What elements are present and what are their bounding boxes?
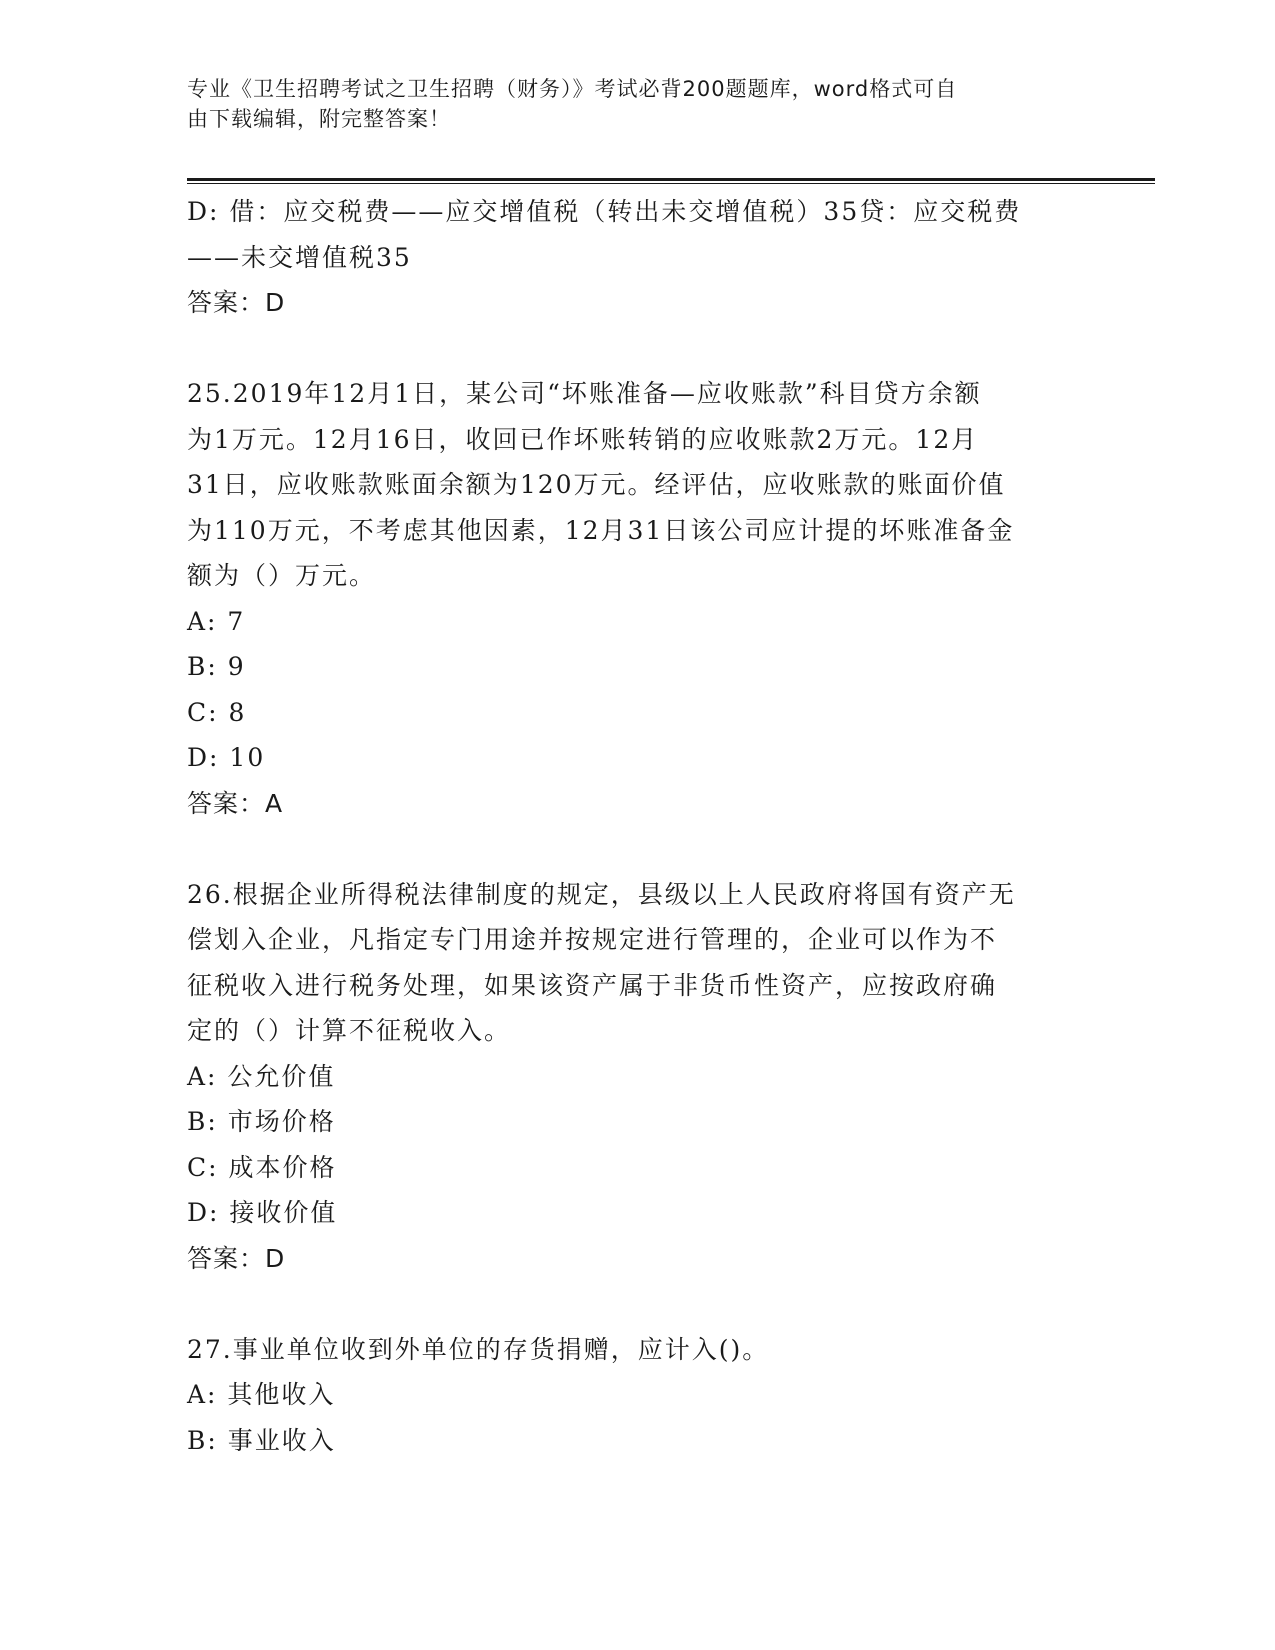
question-stem-line: 为110万元，不考虑其他因素，12月31日该公司应计提的坏账准备金 — [187, 515, 1015, 545]
option-b: B: 事业收入 — [187, 1425, 336, 1455]
spacer — [187, 326, 1087, 372]
option-a: A: 7 — [187, 606, 246, 636]
question-27 — [187, 1327, 1087, 1464]
document-header — [187, 74, 1067, 134]
option-d-line-1: D: 借：应交税费——应交增值税（转出未交增值税）35贷：应交税费 — [187, 197, 1022, 226]
option-d: D: 接收价值 — [187, 1198, 338, 1227]
question-stem-line: 25.2019年12月1日，某公司“坏账准备—应收账款”科目贷方余额 — [187, 379, 982, 408]
option-a: A: 其他收入 — [187, 1380, 336, 1409]
question-25 — [187, 371, 1087, 826]
question-stem-line: 额为（）万元。 — [187, 561, 377, 590]
spacer — [187, 1281, 1087, 1327]
answer-label: 答案：D — [187, 288, 286, 317]
answer-label: 答案：A — [187, 788, 284, 818]
header-divider-thick — [187, 178, 1155, 181]
answer-label: 答案：D — [187, 1243, 286, 1273]
question-stem-line: 偿划入企业，凡指定专门用途并按规定进行管理的，企业可以作为不 — [187, 925, 998, 954]
question-stem-line: 26.根据企业所得税法律制度的规定，县级以上人民政府将国有资产无 — [187, 879, 1016, 909]
header-title-line-1: 专业《卫生招聘考试之卫生招聘（财务）》考试必背200题题库，word格式可自 — [187, 77, 958, 101]
header-divider-thin — [187, 183, 1155, 184]
question-stem-line: 定的（）计算不征税收入。 — [187, 1016, 512, 1045]
option-c: C: 成本价格 — [187, 1152, 337, 1182]
question-content — [187, 189, 1087, 1463]
spacer — [187, 826, 1087, 872]
option-a: A: 公允价值 — [187, 1061, 336, 1091]
question-26 — [187, 872, 1087, 1282]
question-stem-line: 征税收入进行税务处理，如果该资产属于非货币性资产，应按政府确 — [187, 970, 998, 1000]
question-stem-line: 27.事业单位收到外单位的存货捐赠，应计入()。 — [187, 1334, 770, 1364]
option-d-line-2: ——未交增值税35 — [187, 242, 412, 272]
question-stem-line: 31日，应收账款账面余额为120万元。经评估，应收账款的账面价值 — [187, 470, 1006, 499]
question-stem-line: 为1万元。12月16日，收回已作坏账转销的应收账款2万元。12月 — [187, 424, 979, 454]
option-c: C: 8 — [187, 697, 247, 727]
option-d: D: 10 — [187, 743, 266, 772]
option-b: B: 市场价格 — [187, 1107, 336, 1136]
question-24-continuation — [187, 189, 1087, 326]
header-title-line-2: 由下载编辑，附完整答案！ — [187, 107, 451, 131]
option-b: B: 9 — [187, 652, 246, 681]
